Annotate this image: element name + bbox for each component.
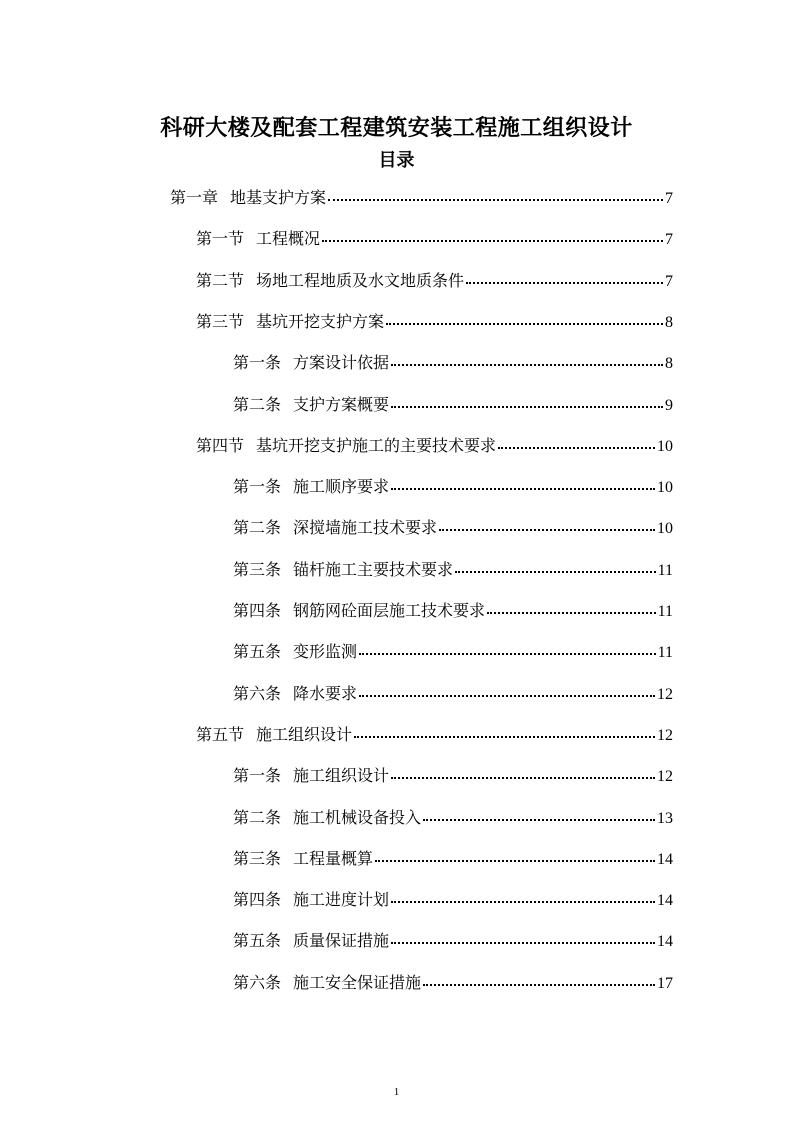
toc-leader-dots (391, 901, 655, 903)
toc-entry[interactable] (196, 434, 673, 458)
toc-leader-dots (391, 777, 655, 779)
toc-leader-dots (359, 653, 656, 655)
toc-entry-title: 工程概况 (256, 229, 321, 249)
toc-entry-title: 变形监测 (293, 642, 358, 662)
toc-leader-dots (354, 736, 655, 738)
toc-entry-number: 第三条 (233, 848, 282, 868)
toc-entry-title: 地基支护方案 (230, 188, 327, 207)
toc-entry[interactable] (233, 764, 673, 788)
toc-entry[interactable] (233, 393, 673, 417)
toc-heading: 目录 (378, 150, 415, 171)
toc-entry-page: 14 (657, 850, 673, 868)
toc-entry-title: 施工机械设备投入 (293, 807, 422, 827)
toc-entry[interactable] (196, 310, 673, 334)
toc-entry-page: 14 (657, 892, 673, 910)
toc-entry-number: 第五节 (196, 724, 245, 744)
toc-entry[interactable] (233, 971, 673, 995)
toc-leader-dots (466, 282, 663, 284)
toc-entry-page: 12 (657, 685, 673, 703)
toc-entry[interactable] (233, 682, 673, 706)
toc-entry-title: 工程量概算 (293, 848, 374, 868)
toc-entry-number: 第四条 (233, 890, 282, 910)
toc-entry-number: 第六条 (233, 972, 282, 992)
toc-entry-page: 17 (657, 974, 673, 992)
toc-entry-title: 场地工程地质及水文地质条件 (256, 270, 465, 290)
toc-entry-title: 支护方案概要 (293, 394, 390, 414)
toc-leader-dots (439, 529, 655, 531)
toc-entry-title: 基坑开挖支护方案 (256, 311, 385, 331)
document-title: 科研大楼及配套工程建筑安装工程施工组织设计 (160, 115, 633, 141)
toc-entry-page: 10 (657, 520, 673, 538)
toc-entry-page: 10 (657, 479, 673, 497)
toc-entry-number: 第一条 (233, 766, 282, 786)
toc-entry[interactable] (233, 516, 673, 540)
toc-entry-page: 13 (657, 809, 673, 827)
toc-entry[interactable] (233, 640, 673, 664)
toc-entry-page: 7 (665, 190, 673, 207)
toc-entry[interactable] (233, 475, 673, 499)
toc-entry-page: 8 (665, 355, 673, 373)
toc-entry-number: 第五条 (233, 931, 282, 951)
toc-leader-dots (455, 571, 656, 573)
toc-leader-dots (386, 323, 663, 325)
toc-leader-dots (391, 488, 655, 490)
toc-entry[interactable] (233, 806, 673, 830)
toc-entry-title: 锚杆施工主要技术要求 (293, 559, 454, 579)
toc-leader-dots (391, 364, 663, 366)
toc-leader-dots (359, 695, 655, 697)
toc-entry-title: 深搅墙施工技术要求 (293, 518, 438, 538)
toc-leader-dots (391, 406, 663, 408)
toc-entry-title: 施工进度计划 (293, 890, 390, 910)
toc-entry-page: 11 (657, 561, 673, 579)
toc-entry[interactable] (233, 888, 673, 912)
toc-leader-dots (391, 942, 655, 944)
toc-entry-page: 12 (657, 768, 673, 786)
toc-entry-title: 施工安全保证措施 (293, 972, 422, 992)
toc-entry[interactable] (233, 351, 673, 375)
toc-entry-number: 第二条 (233, 807, 282, 827)
toc-leader-dots (375, 860, 655, 862)
toc-entry[interactable] (196, 723, 673, 747)
page-number: 1 (393, 1086, 400, 1098)
toc-entry-number: 第三条 (233, 559, 282, 579)
toc-entry-title: 质量保证措施 (293, 931, 390, 951)
toc-entry-title: 钢筋网砼面层施工技术要求 (293, 601, 486, 620)
toc-entry-page: 14 (657, 933, 673, 951)
toc-entry-title: 降水要求 (293, 683, 358, 703)
toc-entry-number: 第一章 (170, 188, 219, 207)
toc-entry-number: 第六条 (233, 683, 282, 703)
toc-entry-title: 施工顺序要求 (293, 477, 390, 497)
toc-entry-number: 第一节 (196, 229, 245, 249)
toc-entry-page: 7 (665, 272, 673, 290)
toc-leader-dots (423, 984, 655, 986)
toc-entry-title: 施工组织设计 (256, 724, 353, 744)
toc-entry-number: 第四条 (233, 601, 282, 620)
toc-entry-number: 第四节 (196, 435, 245, 455)
toc-entry-page: 12 (657, 726, 673, 744)
toc-leader-dots (328, 199, 663, 201)
toc-leader-dots (498, 447, 655, 449)
toc-entry-page: 8 (665, 313, 673, 331)
toc-entry-page: 11 (657, 644, 673, 662)
toc-entry-number: 第二条 (233, 518, 282, 538)
toc-entry-title: 施工组织设计 (293, 766, 390, 786)
toc-leader-dots (423, 819, 655, 821)
toc-entry-page: 10 (657, 437, 673, 455)
toc-entry-title: 方案设计依据 (293, 353, 390, 373)
toc-entry-page: 9 (665, 396, 673, 414)
toc-leader-dots (487, 612, 656, 614)
toc-entry-title: 基坑开挖支护施工的主要技术要求 (256, 435, 497, 455)
toc-entry[interactable] (196, 227, 673, 251)
toc-entry[interactable] (233, 558, 673, 582)
toc-leader-dots (322, 240, 663, 242)
toc-entry[interactable] (233, 847, 673, 871)
toc-entry-page: 11 (657, 603, 673, 620)
toc-entry-number: 第二节 (196, 270, 245, 290)
toc-entry-page: 7 (665, 231, 673, 249)
toc-entry[interactable] (196, 269, 673, 293)
toc-entry[interactable] (233, 599, 673, 623)
toc-entry[interactable] (233, 929, 673, 953)
toc-entry-number: 第三节 (196, 311, 245, 331)
toc-entry-number: 第二条 (233, 394, 282, 414)
toc-entry[interactable] (170, 186, 673, 210)
toc-entry-number: 第一条 (233, 353, 282, 373)
toc-entry-number: 第五条 (233, 642, 282, 662)
toc-entry-number: 第一条 (233, 477, 282, 497)
